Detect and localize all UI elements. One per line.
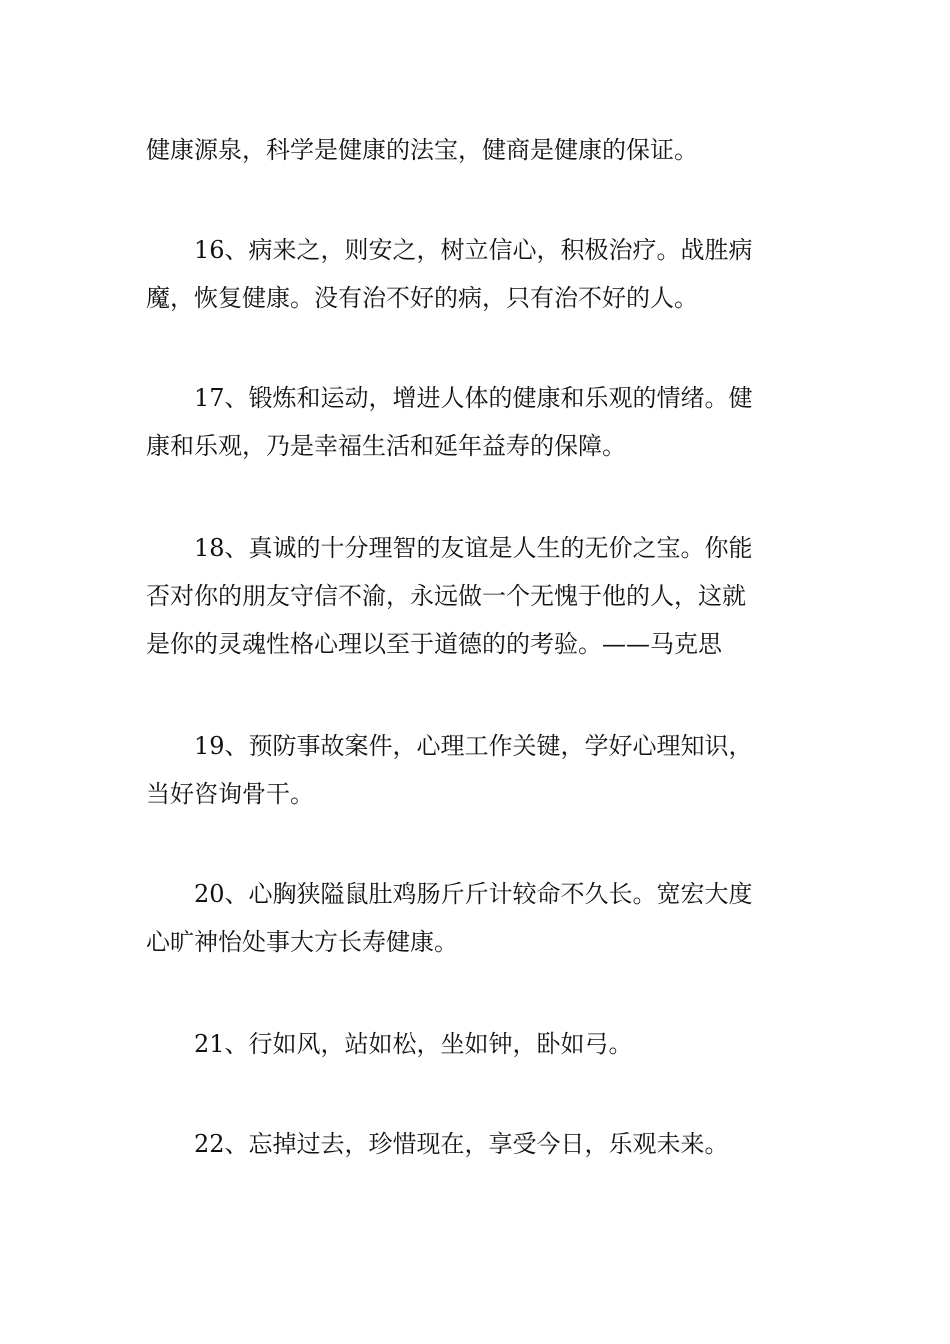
- paragraph-line: 心旷神怡处事大方长寿健康。: [146, 928, 458, 956]
- paragraph-item-20: [146, 870, 806, 966]
- paragraph-line: 16、病来之，则安之，树立信心，积极治疗。战胜病: [194, 236, 753, 264]
- paragraph-line: 22、忘掉过去，珍惜现在，享受今日，乐观未来。: [194, 1130, 729, 1158]
- paragraph-line: 否对你的朋友守信不渝，永远做一个无愧于他的人，这就: [146, 582, 746, 610]
- paragraph-item-22: [146, 1120, 806, 1168]
- paragraph-line: 当好咨询骨干。: [146, 780, 314, 808]
- paragraph-line: 18、真诚的十分理智的友谊是人生的无价之宝。你能: [194, 534, 753, 562]
- paragraph-item-17: [146, 374, 806, 470]
- paragraph-line: 康和乐观，乃是幸福生活和延年益寿的保障。: [146, 432, 626, 460]
- paragraph-item-21: [146, 1020, 806, 1068]
- paragraph-line: 19、预防事故案件，心理工作关键，学好心理知识，: [194, 732, 753, 760]
- paragraph-line: 21、行如风，站如松，坐如钟，卧如弓。: [194, 1030, 633, 1058]
- paragraph-item-19: [146, 722, 806, 818]
- paragraph-item-16: [146, 226, 806, 322]
- paragraph-line: 是你的灵魂性格心理以至于道德的的考验。——马克思: [146, 630, 722, 658]
- paragraph-item-18: [146, 524, 806, 668]
- paragraph-line: 20、心胸狭隘鼠肚鸡肠斤斤计较命不久长。宽宏大度: [194, 880, 753, 908]
- paragraph-line: 17、锻炼和运动，增进人体的健康和乐观的情绪。健: [194, 384, 753, 412]
- paragraph-line: 健康源泉，科学是健康的法宝，健商是健康的保证。: [146, 136, 698, 164]
- paragraph-continuation: [146, 126, 806, 174]
- paragraph-line: 魔，恢复健康。没有治不好的病，只有治不好的人。: [146, 284, 698, 312]
